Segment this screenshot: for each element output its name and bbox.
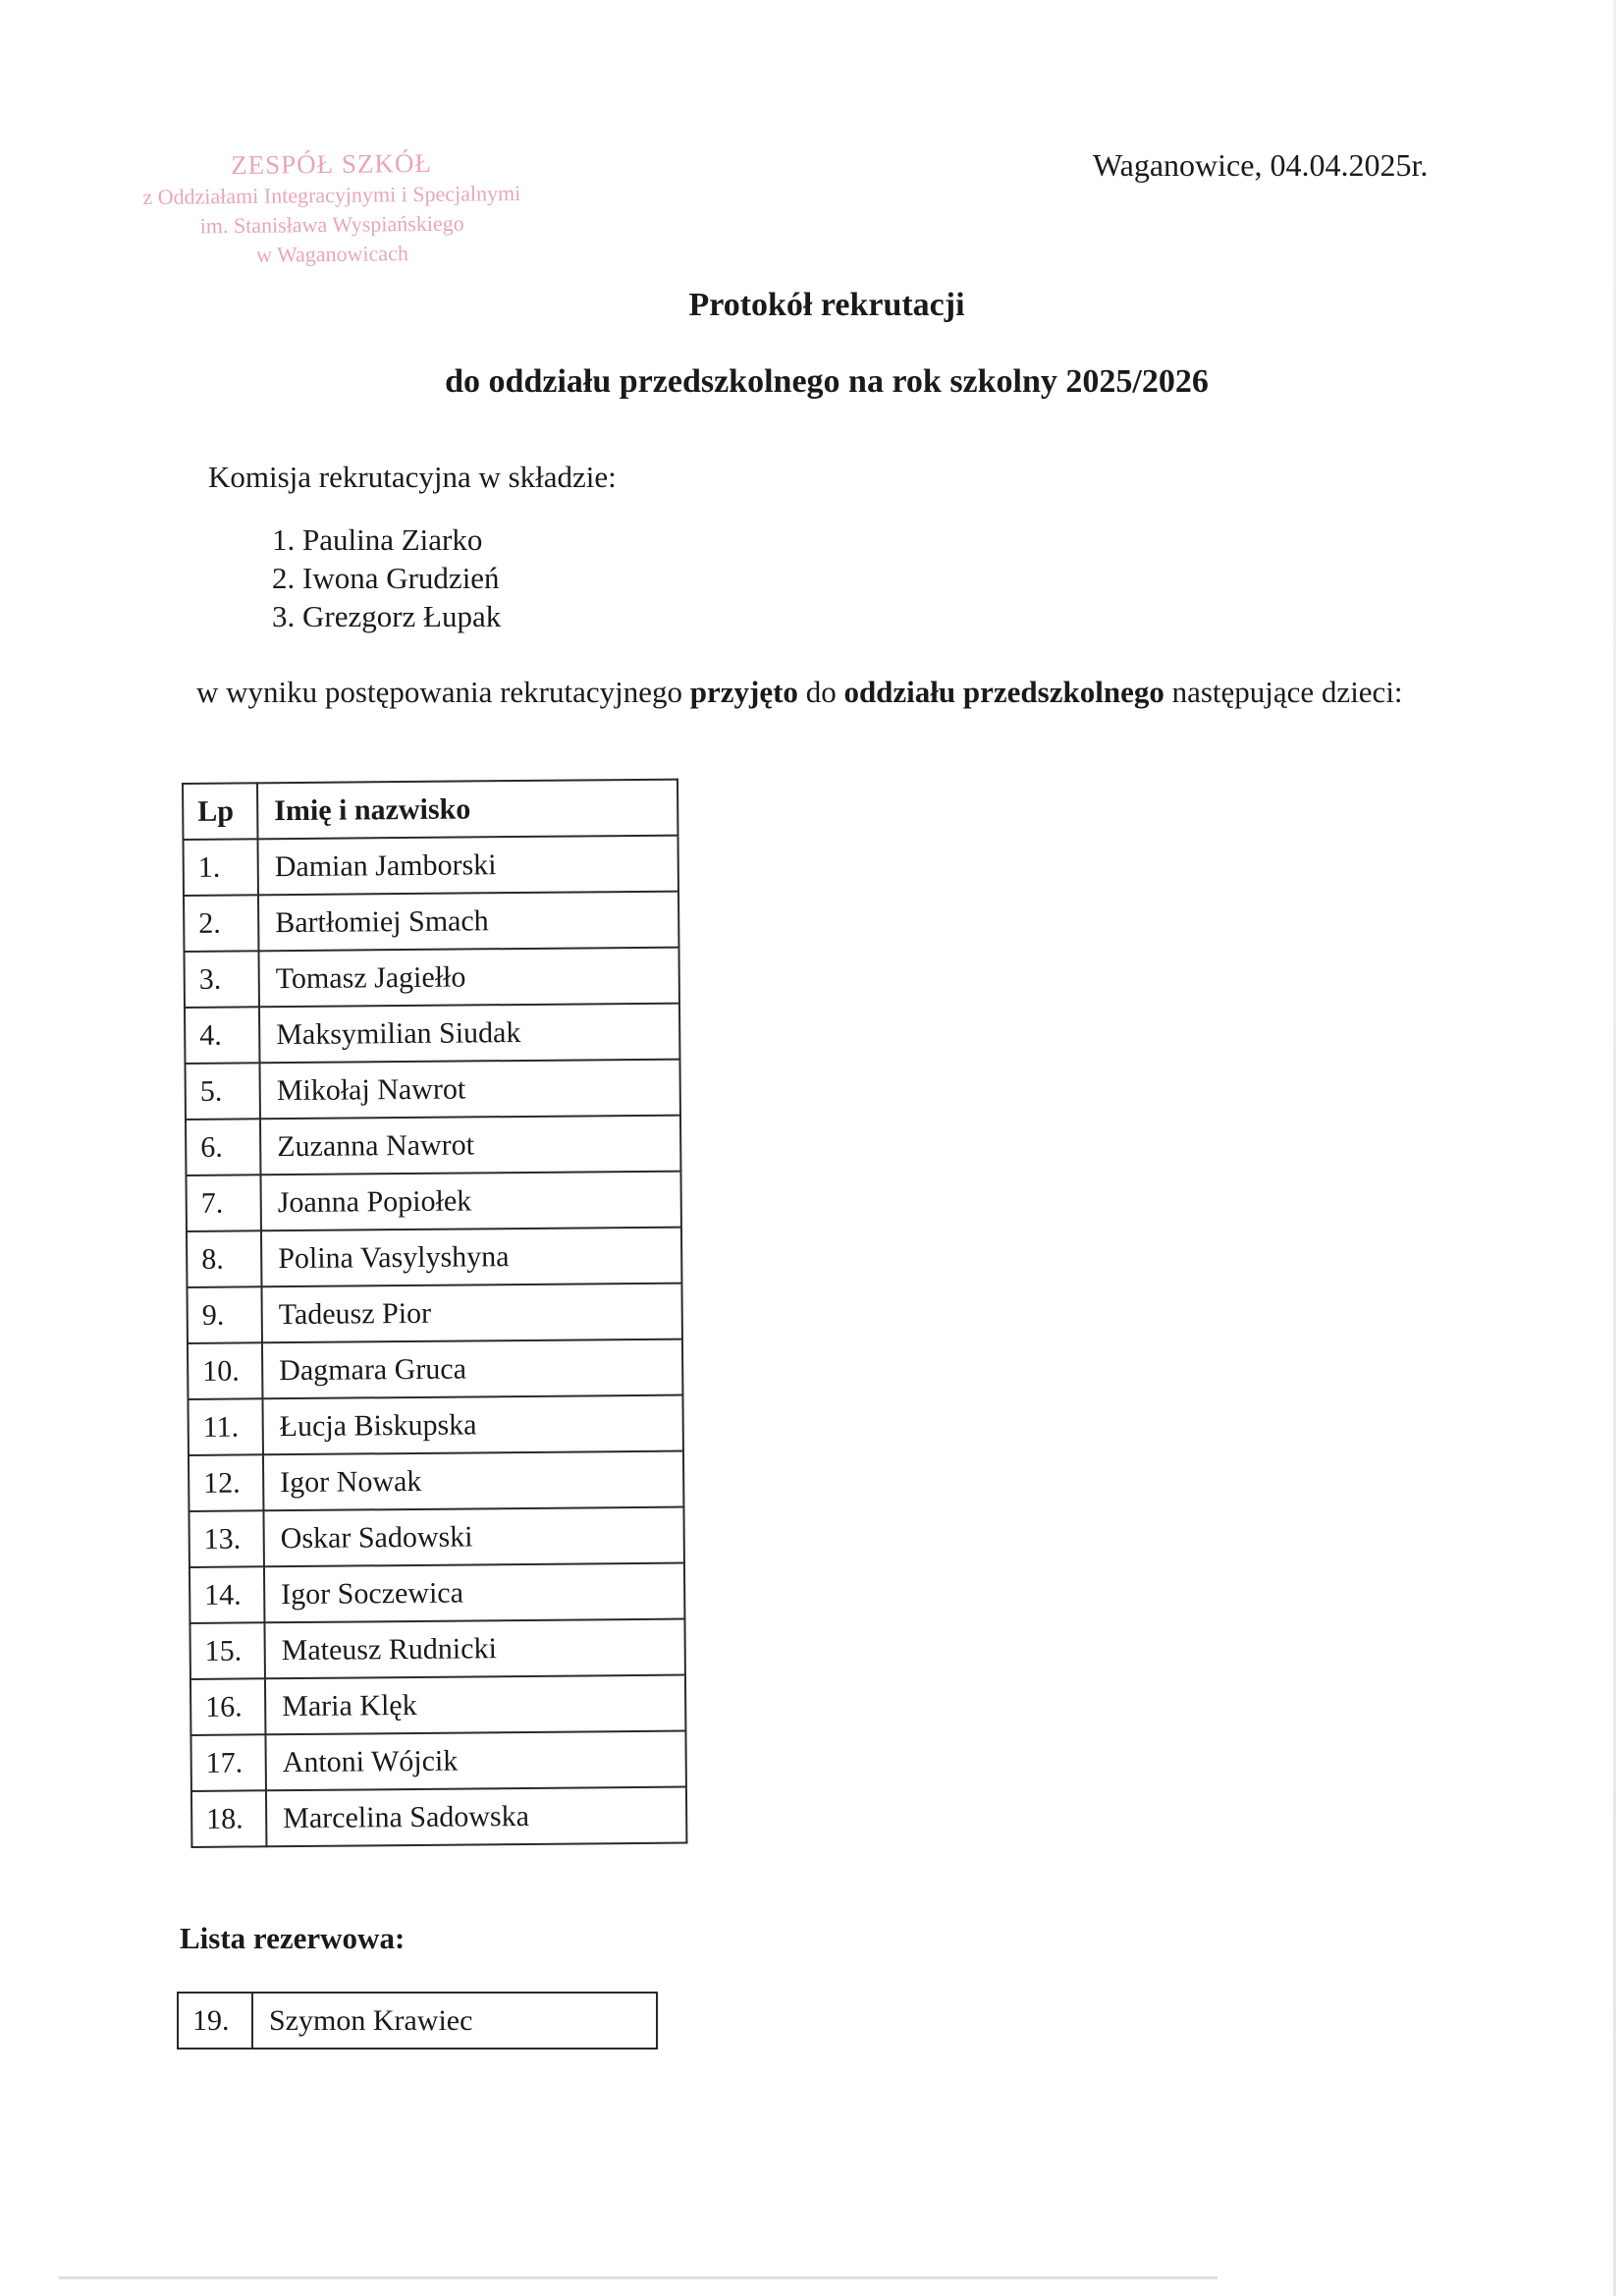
child-name: Mikołaj Nawrot	[259, 1060, 679, 1120]
row-number: 13.	[189, 1510, 263, 1567]
table-row	[184, 892, 678, 952]
child-name: Tomasz Jagiełło	[258, 948, 678, 1008]
committee-member: 3. Grezgorz Łupak	[302, 597, 501, 635]
scan-edge	[1613, 0, 1616, 2296]
stamp-line: w Waganowicach	[255, 241, 409, 267]
document-subtitle: do oddziału przedszkolnego na rok szkolny 2025/2026	[445, 363, 1209, 400]
document-title: Protokół rekrutacji	[688, 287, 965, 323]
admitted-children-table	[182, 779, 687, 1848]
stamp-line: z Oddziałami Integracyjnymi i Specjalnymi	[142, 180, 521, 210]
school-stamp	[115, 145, 548, 272]
result-text: w wyniku postępowania rekrutacyjnego	[196, 675, 690, 709]
table-row	[189, 1507, 683, 1567]
row-number: 1.	[184, 839, 258, 896]
table-row	[187, 1284, 681, 1343]
result-bold: oddziału przedszkolnego	[843, 675, 1164, 709]
row-number: 15.	[189, 1622, 264, 1679]
table-row	[184, 836, 678, 896]
stamp-line: im. Stanisława Wyspiańskiego	[199, 210, 464, 239]
committee-intro: Komisja rekrutacyjna w składzie:	[208, 460, 617, 494]
row-number: 14.	[189, 1566, 264, 1623]
row-number: 5.	[185, 1063, 259, 1120]
document-date: Waganowice, 04.04.2025r.	[1093, 147, 1429, 183]
row-number: 8.	[187, 1230, 261, 1287]
table-row	[189, 1451, 683, 1511]
column-header-lp: Lp	[183, 783, 257, 840]
child-name: Igor Soczewica	[264, 1563, 684, 1623]
child-name: Zuzanna Nawrot	[260, 1116, 680, 1175]
table-row	[186, 1116, 680, 1175]
row-number: 19.	[178, 1993, 252, 2049]
row-number: 10.	[188, 1342, 262, 1399]
child-name: Maria Klęk	[265, 1675, 685, 1735]
row-number: 12.	[189, 1454, 263, 1511]
child-name: Oskar Sadowski	[263, 1507, 683, 1567]
table-row	[185, 948, 679, 1008]
result-text: do	[797, 675, 844, 709]
reserve-table	[177, 1992, 658, 2050]
table-row	[191, 1787, 686, 1847]
table-row	[187, 1228, 681, 1287]
child-name: Szymon Krawiec	[252, 1993, 657, 2049]
result-paragraph	[196, 674, 1434, 711]
table-row	[190, 1675, 685, 1735]
table-row	[186, 1172, 680, 1231]
result-text: następujące dzieci:	[1164, 675, 1403, 709]
child-name: Damian Jamborski	[258, 836, 678, 896]
child-name: Łucja Biskupska	[262, 1395, 682, 1455]
scan-bottom-edge	[59, 2276, 1218, 2279]
column-header-name: Imię i nazwisko	[257, 780, 677, 840]
child-name: Igor Nowak	[263, 1451, 683, 1511]
committee-member: 1. Paulina Ziarko	[302, 520, 501, 559]
child-name: Marcelina Sadowska	[266, 1787, 686, 1847]
table-row	[189, 1619, 684, 1679]
child-name: Joanna Popiołek	[260, 1172, 680, 1231]
table-row	[188, 1395, 682, 1455]
row-number: 18.	[191, 1790, 266, 1847]
child-name: Tadeusz Pior	[261, 1284, 681, 1343]
row-number: 17.	[190, 1734, 265, 1791]
reserve-row	[178, 1993, 657, 2049]
reserve-list-label: Lista rezerwowa:	[180, 1921, 406, 1955]
table-row	[185, 1004, 679, 1064]
reserve-table-body	[178, 1993, 657, 2049]
child-name: Dagmara Gruca	[262, 1339, 682, 1399]
child-name: Bartłomiej Smach	[258, 892, 678, 952]
row-number: 3.	[185, 951, 259, 1008]
committee-list	[255, 520, 501, 635]
child-name: Antoni Wójcik	[265, 1731, 685, 1791]
child-name: Mateusz Rudnicki	[264, 1619, 684, 1679]
table-row	[190, 1731, 685, 1791]
row-number: 16.	[190, 1678, 265, 1735]
row-number: 2.	[184, 895, 258, 952]
table-body	[184, 836, 687, 1847]
row-number: 9.	[187, 1286, 261, 1343]
row-number: 4.	[185, 1007, 259, 1064]
table-row	[189, 1563, 684, 1623]
stamp-line: ZESPÓŁ SZKÓŁ	[230, 147, 433, 181]
child-name: Polina Vasylyshyna	[261, 1228, 681, 1287]
table-row	[188, 1339, 682, 1399]
committee-member: 2. Iwona Grudzień	[302, 559, 501, 597]
row-number: 11.	[188, 1398, 262, 1455]
table-header-row	[183, 780, 677, 840]
child-name: Maksymilian Siudak	[259, 1004, 679, 1064]
table-row	[185, 1060, 679, 1120]
result-bold: przyjęto	[689, 675, 798, 709]
row-number: 6.	[186, 1119, 260, 1175]
row-number: 7.	[186, 1175, 260, 1231]
